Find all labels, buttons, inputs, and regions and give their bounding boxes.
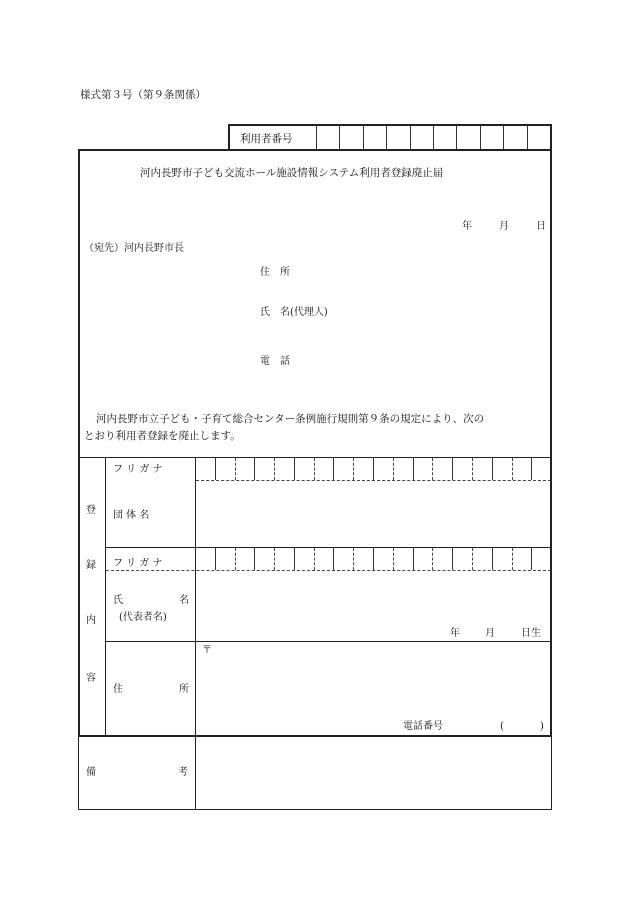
user-number-cells[interactable] — [316, 126, 550, 151]
birth-year: 年 — [450, 628, 460, 639]
form-number: 様式第３号（第９条関係） — [80, 89, 206, 101]
registration-address-field[interactable] — [196, 642, 551, 718]
representative-label: (代表者名) — [119, 612, 167, 623]
statement-line-1: 河内長野市立子ども・子育て総合センター条例施行規則第９条の規定により、次の — [96, 413, 485, 425]
user-number-box — [228, 124, 552, 151]
section-char-4: 容 — [86, 673, 96, 684]
furigana-label-1: フ リ ガ ナ — [113, 464, 163, 475]
section-char-1: 登 — [86, 505, 96, 516]
applicant-phone-label: 電 話 — [260, 356, 290, 367]
remarks-label-text: 備 考 — [86, 767, 188, 778]
date-day: 日 — [536, 221, 546, 232]
addressee: （宛先）河内長野市長 — [84, 243, 184, 254]
remarks-field[interactable] — [196, 737, 551, 809]
statement-line-2: とおり利用者登録を廃止します。 — [84, 430, 241, 442]
applicant-name-label: 氏 名(代理人) — [260, 307, 328, 318]
remarks-label — [86, 768, 188, 778]
registration-address-label — [113, 685, 189, 695]
postal-mark: 〒 — [202, 645, 212, 656]
person-name-label — [113, 596, 189, 606]
phone-close-paren: ) — [540, 721, 544, 732]
birth-month: 月 — [485, 628, 495, 639]
user-number-label: 利用者番号 — [240, 133, 293, 145]
section-char-2: 録 — [86, 560, 96, 571]
person-name-label-text: 氏 名 — [113, 595, 189, 606]
person-name-field[interactable] — [196, 571, 551, 640]
applicant-address-label: 住 所 — [260, 267, 290, 278]
birth-day: 日生 — [521, 628, 541, 639]
phone-open-paren: ( — [500, 721, 504, 732]
registration-phone-label: 電話番号 — [403, 721, 443, 732]
group-name-label: 団 体 名 — [113, 510, 150, 521]
registration-address-label-text: 住 所 — [113, 684, 189, 695]
section-char-3: 内 — [86, 615, 96, 626]
date-month: 月 — [499, 221, 509, 232]
furigana-label-2: フ リ ガ ナ — [113, 558, 163, 569]
group-name-field[interactable] — [196, 481, 551, 547]
date-year: 年 — [462, 221, 472, 232]
registration-side-divider — [105, 457, 106, 736]
furigana-cells-1[interactable] — [196, 458, 551, 480]
furigana-cells-2[interactable] — [196, 548, 551, 570]
form-title: 河内長野市子ども交流ホール施設情報システム利用者登録廃止届 — [140, 167, 444, 179]
